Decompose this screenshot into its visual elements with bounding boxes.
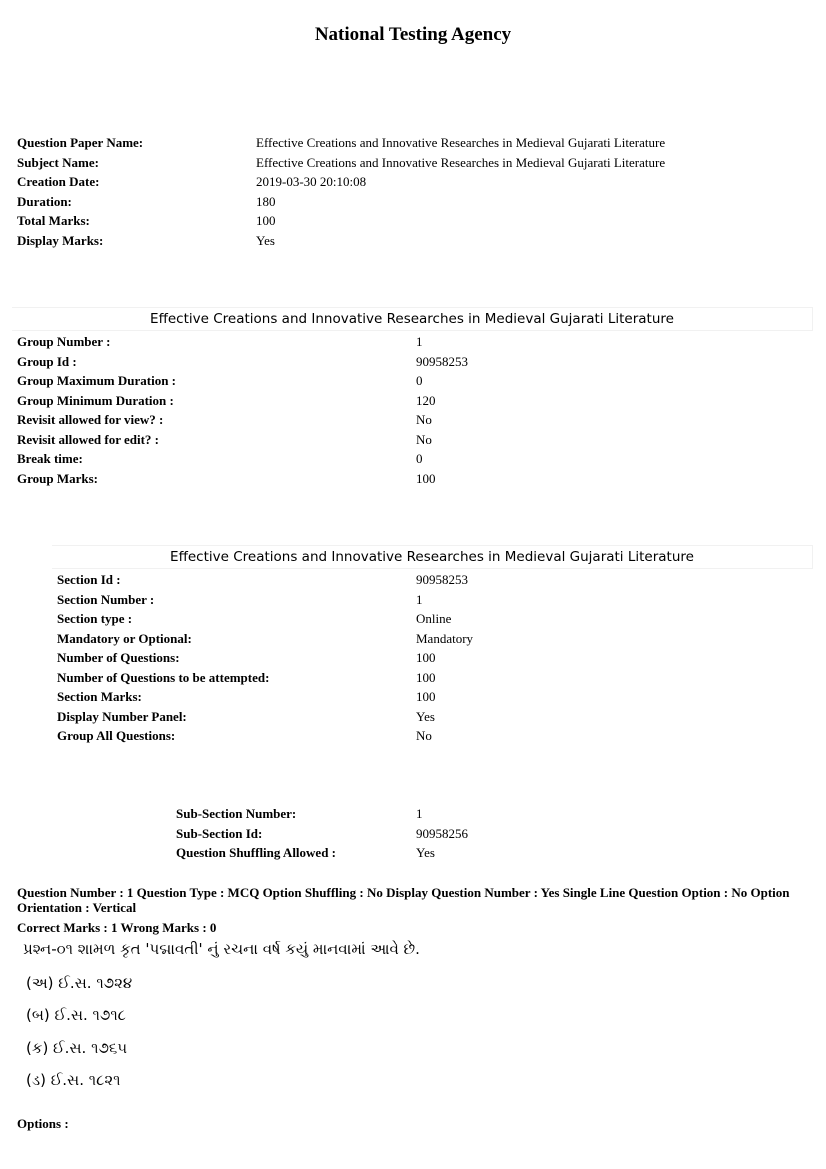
info-value: Yes — [416, 708, 435, 724]
question-option: (અ) ઈ.સ. ૧૭૨૪ — [26, 974, 133, 992]
section-info-row — [57, 570, 797, 590]
info-value: 90958253 — [416, 353, 468, 369]
info-value: 100 — [416, 669, 436, 685]
paper-info-row — [17, 192, 797, 212]
group-banner: Effective Creations and Innovative Researches in Medieval Gujarati Literature — [12, 307, 813, 331]
info-key: Group Number : — [17, 334, 111, 349]
subsection-info — [176, 804, 796, 863]
info-key: Number of Questions: — [57, 650, 180, 665]
section-info-row — [57, 726, 797, 746]
section-info-row — [57, 609, 797, 629]
info-key: Group Maximum Duration : — [17, 373, 177, 388]
paper-info-row — [17, 133, 797, 153]
subsection-info-row — [176, 843, 796, 863]
info-key: Duration: — [17, 193, 72, 209]
info-value: 1 — [416, 591, 423, 607]
group-info-row — [17, 449, 797, 469]
section-info — [57, 570, 797, 746]
question-meta: Question Number : 1 Question Type : MCQ Option Shuffling : No Display Question Number : Yes Single Line Question Option : No Option Orientation : Vertical — [17, 885, 790, 915]
question-text: પ્રશ્ન-૦૧ શામળ કૃત 'પદ્માવતી' નું રચના વર્ષ કયું માનવામાં આવે છે. — [23, 940, 420, 958]
info-key: Group Minimum Duration : — [17, 392, 174, 408]
info-value: Mandatory — [416, 630, 474, 646]
info-key: Revisit allowed for edit? : — [17, 431, 160, 447]
info-key: Display Number Panel: — [57, 708, 187, 724]
info-value: 1 — [416, 806, 423, 821]
info-key: Sub-Section Number: — [176, 806, 297, 821]
question-marks: Correct Marks : 1 Wrong Marks : 0 — [17, 920, 217, 935]
info-value: 100 — [256, 213, 276, 228]
group-info-row — [17, 371, 797, 391]
question-option: (ક) ઈ.સ. ૧૭૬૫ — [26, 1039, 128, 1057]
info-key: Group Marks: — [17, 470, 99, 486]
info-value: 180 — [256, 193, 276, 209]
group-info-row — [17, 469, 797, 489]
info-value: 90958253 — [416, 572, 468, 587]
paper-info-row — [17, 172, 797, 192]
page-title: National Testing Agency — [314, 24, 512, 45]
info-value: Effective Creations and Innovative Researches in Medieval Gujarati Literature — [256, 154, 666, 170]
info-key: Sub-Section Id: — [176, 825, 263, 841]
info-key: Question Paper Name: — [17, 135, 144, 150]
info-value: No — [416, 728, 432, 743]
info-key: Group Id : — [17, 353, 77, 369]
section-info-row — [57, 648, 797, 668]
info-value: 120 — [416, 392, 436, 408]
info-value: Yes — [416, 845, 435, 860]
section-info-row — [57, 668, 797, 688]
info-key: Creation Date: — [17, 174, 100, 189]
paper-info — [17, 133, 797, 250]
info-value: 2019-03-30 20:10:08 — [256, 174, 367, 189]
group-info-row — [17, 352, 797, 372]
info-key: Mandatory or Optional: — [57, 630, 192, 646]
info-key: Total Marks: — [17, 213, 90, 228]
group-info-row — [17, 332, 797, 352]
info-value: Yes — [256, 232, 275, 248]
options-label: Options : — [17, 1116, 69, 1131]
subsection-info-row — [176, 824, 796, 844]
section-info-row — [57, 629, 797, 649]
paper-info-row — [17, 153, 797, 173]
section-info-row — [57, 707, 797, 727]
info-key: Display Marks: — [17, 232, 104, 248]
info-value: No — [416, 431, 432, 447]
info-value: 90958256 — [416, 825, 468, 841]
info-key: Question Shuffling Allowed : — [176, 845, 337, 860]
info-key: Break time: — [17, 451, 83, 466]
info-value: 100 — [416, 650, 436, 665]
group-info-row — [17, 391, 797, 411]
group-info-row — [17, 410, 797, 430]
info-value: 100 — [416, 689, 436, 704]
paper-info-row — [17, 231, 797, 251]
info-value: Effective Creations and Innovative Researches in Medieval Gujarati Literature — [256, 135, 666, 150]
section-banner: Effective Creations and Innovative Researches in Medieval Gujarati Literature — [52, 545, 813, 569]
paper-info-row — [17, 211, 797, 231]
info-key: Section Marks: — [57, 689, 142, 704]
info-value: 0 — [416, 373, 423, 388]
info-value: No — [416, 412, 432, 427]
section-info-row — [57, 687, 797, 707]
info-value: Online — [416, 611, 452, 626]
question-option: (ડ) ઈ.સ. ૧૮૨૧ — [26, 1071, 121, 1089]
info-value: 1 — [416, 334, 423, 349]
info-key: Number of Questions to be attempted: — [57, 669, 270, 685]
info-key: Group All Questions: — [57, 728, 176, 743]
question-option: (બ) ઈ.સ. ૧૭૧૮ — [26, 1006, 126, 1024]
subsection-info-row — [176, 804, 796, 824]
group-info — [17, 332, 797, 488]
info-value: 0 — [416, 451, 423, 466]
info-key: Section type : — [57, 611, 133, 626]
info-value: 100 — [416, 470, 436, 486]
info-key: Revisit allowed for view? : — [17, 412, 164, 427]
section-info-row — [57, 590, 797, 610]
info-key: Section Id : — [57, 572, 121, 587]
group-info-row — [17, 430, 797, 450]
info-key: Section Number : — [57, 591, 155, 607]
info-key: Subject Name: — [17, 154, 99, 170]
